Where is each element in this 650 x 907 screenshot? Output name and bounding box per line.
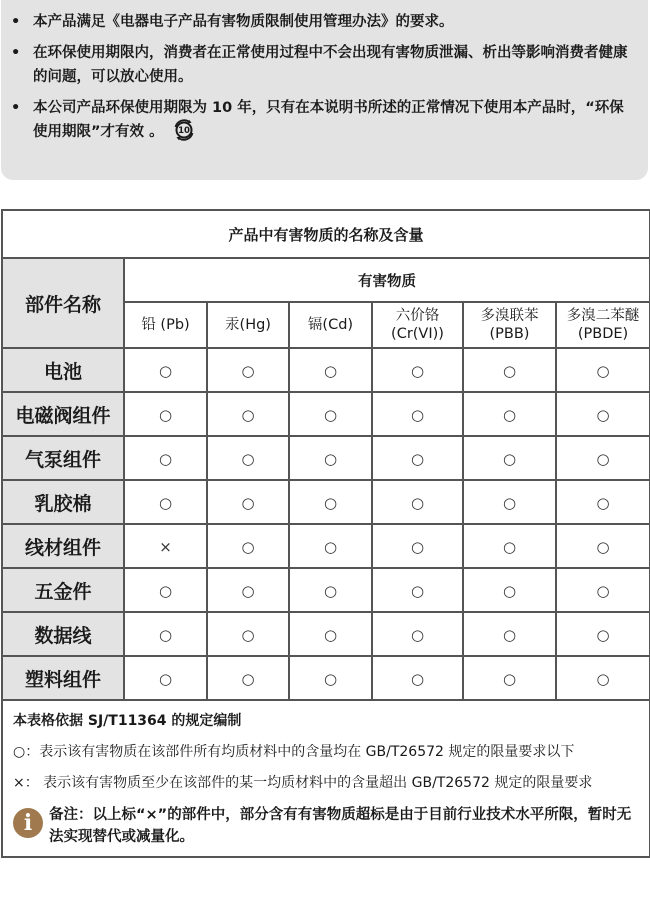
substance-mark-cell bbox=[463, 612, 556, 656]
table-row bbox=[2, 568, 650, 612]
substance-mark-cell bbox=[556, 348, 650, 392]
notice-text: 本产品满足《电器电子产品有害物质限制使用管理办法》的要求。 bbox=[33, 14, 454, 30]
circle-mark: ○ bbox=[596, 625, 610, 644]
circle-mark: ○ bbox=[502, 361, 517, 380]
part-name-cell: 塑料组件 bbox=[2, 656, 124, 700]
circle-mark: ○ bbox=[596, 537, 610, 556]
part-name-cell: 数据线 bbox=[2, 612, 124, 656]
substance-mark-cell bbox=[124, 524, 207, 568]
substance-mark-cell bbox=[207, 480, 289, 524]
substance-mark-cell bbox=[463, 524, 556, 568]
table-row bbox=[2, 392, 650, 436]
epup-10-years-icon bbox=[173, 119, 195, 141]
table-footer bbox=[2, 700, 650, 857]
standard-basis: 本表格依据 SJ/T11364 的规定编制 bbox=[13, 713, 242, 729]
circle-mark: ○ bbox=[323, 669, 338, 688]
circle-mark: ○ bbox=[596, 669, 610, 688]
substance-mark-cell bbox=[372, 656, 463, 700]
circle-mark: ○ bbox=[241, 405, 255, 424]
remark-text: 备注：以上标“×”的部件中，部分含有有害物质超标是由于目前行业技术水平所限，暂时无法实现替代或减量化。 bbox=[49, 807, 632, 845]
circle-mark: ○ bbox=[410, 581, 425, 600]
part-name-cell: 乳胶棉 bbox=[2, 480, 124, 524]
legend-cross: ×： 表示该有害物质至少在该部件的某一均质材料中的含量超出 GB/T26572 规定的限量要求 bbox=[13, 775, 593, 791]
substance-mark-cell bbox=[207, 612, 289, 656]
substance-mark-cell bbox=[289, 348, 372, 392]
substance-mark-cell bbox=[124, 392, 207, 436]
substance-mark-cell bbox=[463, 656, 556, 700]
substance-name: 镉(Cd) bbox=[307, 317, 354, 333]
circle-mark: ○ bbox=[241, 669, 255, 688]
substance-mark-cell bbox=[556, 656, 650, 700]
table-row bbox=[2, 348, 650, 392]
substance-mark-cell bbox=[124, 568, 207, 612]
substance-mark-cell bbox=[372, 612, 463, 656]
substance-mark-cell bbox=[207, 436, 289, 480]
substance-mark-cell bbox=[372, 392, 463, 436]
part-name-cell: 电池 bbox=[2, 348, 124, 392]
substance-mark-cell bbox=[124, 436, 207, 480]
notice-text: 本公司产品环保使用期限为 10 年，只有在本说明书所述的正常情况下使用本产品时，“环保使用期限”才有效 。 bbox=[33, 100, 624, 140]
circle-mark: ○ bbox=[502, 625, 517, 644]
table-body bbox=[2, 348, 650, 700]
circle-mark: ○ bbox=[596, 361, 610, 380]
substance-header bbox=[207, 302, 289, 348]
substance-mark-cell bbox=[463, 392, 556, 436]
circle-mark: ○ bbox=[158, 581, 173, 600]
substance-mark-cell bbox=[289, 568, 372, 612]
notice-item bbox=[9, 96, 634, 144]
substance-mark-cell bbox=[556, 524, 650, 568]
substance-mark-cell bbox=[207, 656, 289, 700]
circle-mark: ○ bbox=[410, 449, 425, 468]
substance-mark-cell bbox=[372, 524, 463, 568]
notice-item bbox=[9, 10, 634, 34]
circle-mark: ○ bbox=[502, 537, 517, 556]
table-row bbox=[2, 436, 650, 480]
hazard-table-container bbox=[1, 209, 649, 858]
substance-header bbox=[463, 302, 556, 348]
substance-name: 六价铬 bbox=[395, 308, 440, 324]
substance-mark-cell bbox=[207, 392, 289, 436]
circle-mark: ○ bbox=[241, 493, 255, 512]
circle-mark: ○ bbox=[410, 625, 425, 644]
circle-mark: ○ bbox=[410, 405, 425, 424]
circle-mark: ○ bbox=[158, 405, 173, 424]
substance-mark-cell bbox=[372, 436, 463, 480]
table-row bbox=[2, 480, 650, 524]
substance-name: 多溴二苯醚 bbox=[566, 308, 640, 324]
substance-mark-cell bbox=[556, 612, 650, 656]
substance-name: 铅 (Pb) bbox=[141, 317, 190, 333]
circle-mark: ○ bbox=[502, 405, 517, 424]
substance-mark-cell bbox=[372, 348, 463, 392]
bullet: • bbox=[11, 100, 21, 116]
substance-symbol: (PBB) bbox=[489, 326, 530, 342]
circle-mark: ○ bbox=[596, 581, 610, 600]
circle-mark: ○ bbox=[410, 669, 425, 688]
substance-mark-cell bbox=[556, 568, 650, 612]
substance-header bbox=[124, 302, 207, 348]
info-icon: i bbox=[13, 808, 43, 838]
substance-mark-cell bbox=[289, 480, 372, 524]
remark-note bbox=[13, 804, 641, 848]
hazardous-substances-table bbox=[1, 209, 650, 858]
circle-mark: ○ bbox=[241, 581, 255, 600]
table-row bbox=[2, 524, 650, 568]
table-row bbox=[2, 612, 650, 656]
circle-mark: ○ bbox=[323, 449, 338, 468]
circle-mark: ○ bbox=[323, 405, 338, 424]
circle-mark: ○ bbox=[323, 625, 338, 644]
circle-mark: ○ bbox=[596, 493, 610, 512]
substance-mark-cell bbox=[289, 612, 372, 656]
part-name-cell: 线材组件 bbox=[2, 524, 124, 568]
circle-mark: ○ bbox=[502, 493, 517, 512]
substance-mark-cell bbox=[124, 480, 207, 524]
substance-header bbox=[372, 302, 463, 348]
circle-mark: ○ bbox=[502, 581, 517, 600]
circle-mark: ○ bbox=[596, 405, 610, 424]
substance-mark-cell bbox=[463, 348, 556, 392]
substance-mark-cell bbox=[372, 480, 463, 524]
substance-mark-cell bbox=[463, 480, 556, 524]
circle-mark: ○ bbox=[158, 493, 173, 512]
substance-symbol: (Cr(VI)) bbox=[391, 326, 444, 342]
cross-mark: × bbox=[159, 537, 172, 556]
bullet: • bbox=[11, 45, 21, 61]
bullet: • bbox=[11, 14, 21, 30]
substance-mark-cell bbox=[124, 612, 207, 656]
part-name-header: 部件名称 bbox=[2, 258, 124, 348]
substance-mark-cell bbox=[556, 392, 650, 436]
part-name-cell: 气泵组件 bbox=[2, 436, 124, 480]
substance-mark-cell bbox=[556, 480, 650, 524]
substance-mark-cell bbox=[124, 656, 207, 700]
circle-mark: ○ bbox=[410, 493, 425, 512]
circle-mark: ○ bbox=[410, 361, 425, 380]
substance-name: 多溴联苯 bbox=[480, 308, 539, 324]
circle-mark: ○ bbox=[158, 361, 173, 380]
substance-mark-cell bbox=[124, 348, 207, 392]
substance-mark-cell bbox=[289, 524, 372, 568]
epup-years-label: 10 bbox=[177, 126, 190, 137]
substance-mark-cell bbox=[289, 436, 372, 480]
circle-mark: ○ bbox=[158, 669, 173, 688]
substance-mark-cell bbox=[463, 568, 556, 612]
substance-mark-cell bbox=[372, 568, 463, 612]
circle-mark: ○ bbox=[323, 581, 338, 600]
circle-mark: ○ bbox=[502, 449, 517, 468]
circle-mark: ○ bbox=[158, 625, 173, 644]
notice-list bbox=[9, 10, 634, 144]
circle-mark: ○ bbox=[323, 493, 338, 512]
substance-mark-cell bbox=[289, 656, 372, 700]
substance-mark-cell bbox=[207, 524, 289, 568]
substance-header bbox=[556, 302, 650, 348]
circle-mark: ○ bbox=[241, 449, 255, 468]
circle-mark: ○ bbox=[323, 537, 338, 556]
circle-mark: ○ bbox=[502, 669, 517, 688]
table-row bbox=[2, 656, 650, 700]
substance-header bbox=[289, 302, 372, 348]
circle-mark: ○ bbox=[410, 537, 425, 556]
hazard-group-header: 有害物质 bbox=[124, 258, 650, 302]
circle-mark: ○ bbox=[158, 449, 173, 468]
notice-text: 在环保使用期限内，消费者在正常使用过程中不会出现有害物质泄漏、析出等影响消费者健康的问题，可以放心使用。 bbox=[33, 45, 628, 85]
substance-mark-cell bbox=[556, 436, 650, 480]
circle-mark: ○ bbox=[596, 449, 610, 468]
substance-mark-cell bbox=[289, 392, 372, 436]
circle-mark: ○ bbox=[241, 537, 255, 556]
notice-item bbox=[9, 41, 634, 89]
compliance-notice bbox=[1, 0, 648, 180]
substance-mark-cell bbox=[463, 436, 556, 480]
part-name-cell: 电磁阀组件 bbox=[2, 392, 124, 436]
substance-mark-cell bbox=[207, 568, 289, 612]
circle-mark: ○ bbox=[241, 361, 255, 380]
part-name-cell: 五金件 bbox=[2, 568, 124, 612]
legend-circle: ○：表示该有害物质在该部件所有均质材料中的含量均在 GB/T26572 规定的限量要求以下 bbox=[13, 744, 575, 760]
substance-mark-cell bbox=[207, 348, 289, 392]
circle-mark: ○ bbox=[241, 625, 255, 644]
substance-symbol: (PBDE) bbox=[577, 326, 629, 342]
substance-name: 汞(Hg) bbox=[225, 317, 271, 333]
table-title: 产品中有害物质的名称及含量 bbox=[2, 210, 650, 258]
circle-mark: ○ bbox=[323, 361, 338, 380]
